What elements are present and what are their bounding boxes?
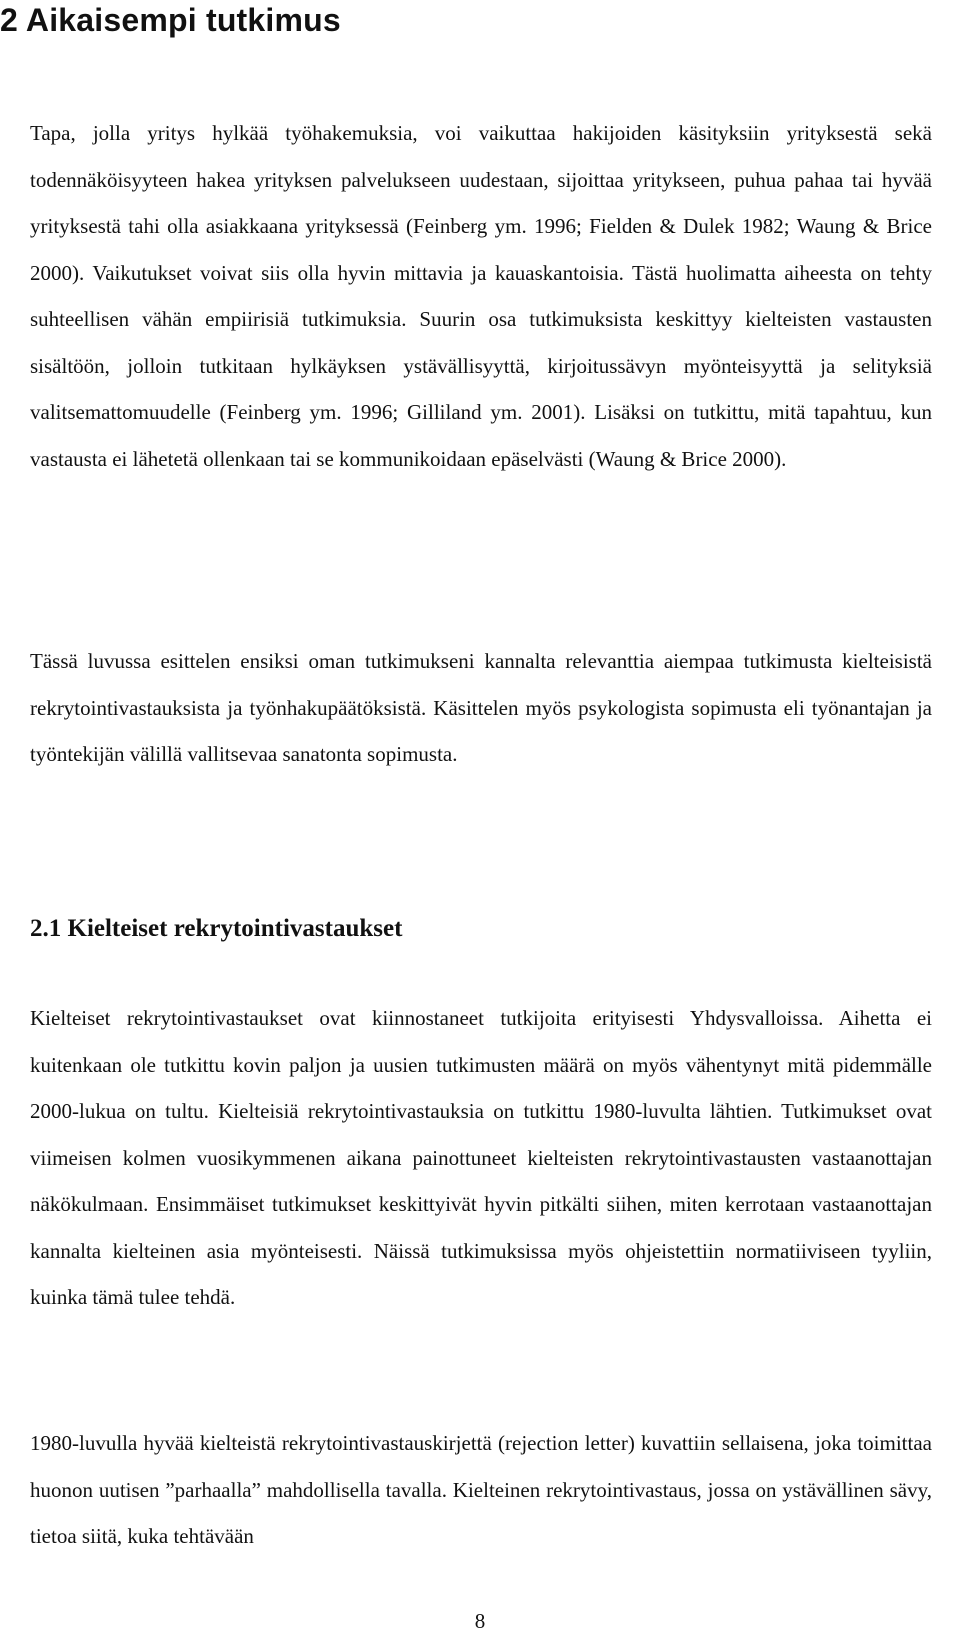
paragraph-intro: Tapa, jolla yritys hylkää työhakemuksia, voi vaikuttaa hakijoiden käsityksiin yrityksestä sekä todennäköisyyteen hakea yrityksen palvelukseen uudestaan, sijoittaa yritykseen, puhua pahaa tai hyvää yrityksestä tahi olla asiakkaana yrityksessä (Feinberg ym. 1996; Fielden & Dulek 1982; Waung & Brice 2000). Vaikutukset voivat siis olla hyvin mittavia ja kauaskantoisia. Tästä huolimatta aiheesta on tehty suhteellisen vähän empiirisiä tutkimuksia. Suurin osa tutkimuksista keskittyy kielteisten vastausten sisältöön, jolloin tutkitaan hylkäyksen ystävällisyyttä, kirjoitussävyn myönteisyyttä ja selityksiä valitsemattomuudelle (Feinberg ym. 1996; Gilliland ym. 2001). Lisäksi on tutkittu, mitä tapahtuu, kun vastausta ei lähetetä ollenkaan tai se kommunikoidaan epäselvästi (Waung & Brice 2000).	[30, 121, 932, 471]
paragraph-chapter-overview: Tässä luvussa esittelen ensiksi oman tutkimukseni kannalta relevanttia aiempaa tutkimusta kielteisistä rekrytointivastauksista ja työnhakupäätöksistä. Käsittelen myös psykologista sopimusta eli työnantajan ja työntekijän välillä vallitsevaa sanatonta sopimusta.	[30, 649, 932, 766]
paragraph-rejection-letter: 1980-luvulla hyvää kielteistä rekrytointivastauskirjettä (rejection letter) kuvattiin sellaisena, joka toimittaa huonon uutisen ”parhaalla” mahdollisella tavalla. Kielteinen rekrytointivastaus, jossa on ystävällinen sävy, tietoa siitä, kuka tehtävään	[30, 1431, 932, 1548]
section-title: 2.1 Kielteiset rekrytointivastaukset	[30, 915, 403, 942]
page-number: 8	[474, 1609, 486, 1633]
paragraph-section-intro: Kielteiset rekrytointivastaukset ovat kiinnostaneet tutkijoita erityisesti Yhdysvalloissa. Aihetta ei kuitenkaan ole tutkittu kovin paljon ja uusien tutkimusten määrä on myös vähentynyt mitä pidemmälle 2000-lukua on tultu. Kielteisiä rekrytointivastauksia on tutkittu 1980-luvulta lähtien. Tutkimukset ovat viimeisen kolmen vuosikymmenen aikana painottuneet kielteisten rekrytointivastausten vastaanottajan näkökulmaan. Ensimmäiset tutkimukset keskittyivät hyvin pitkälti siihen, miten kerrotaan vastaanottajan kannalta kielteinen asia myönteisesti. Näissä tutkimuksissa myös ohjeistettiin normatiiviseen tyyliin, kuinka tämä tulee tehdä.	[30, 1006, 932, 1309]
chapter-title: 2 Aikaisempi tutkimus	[0, 2, 341, 38]
